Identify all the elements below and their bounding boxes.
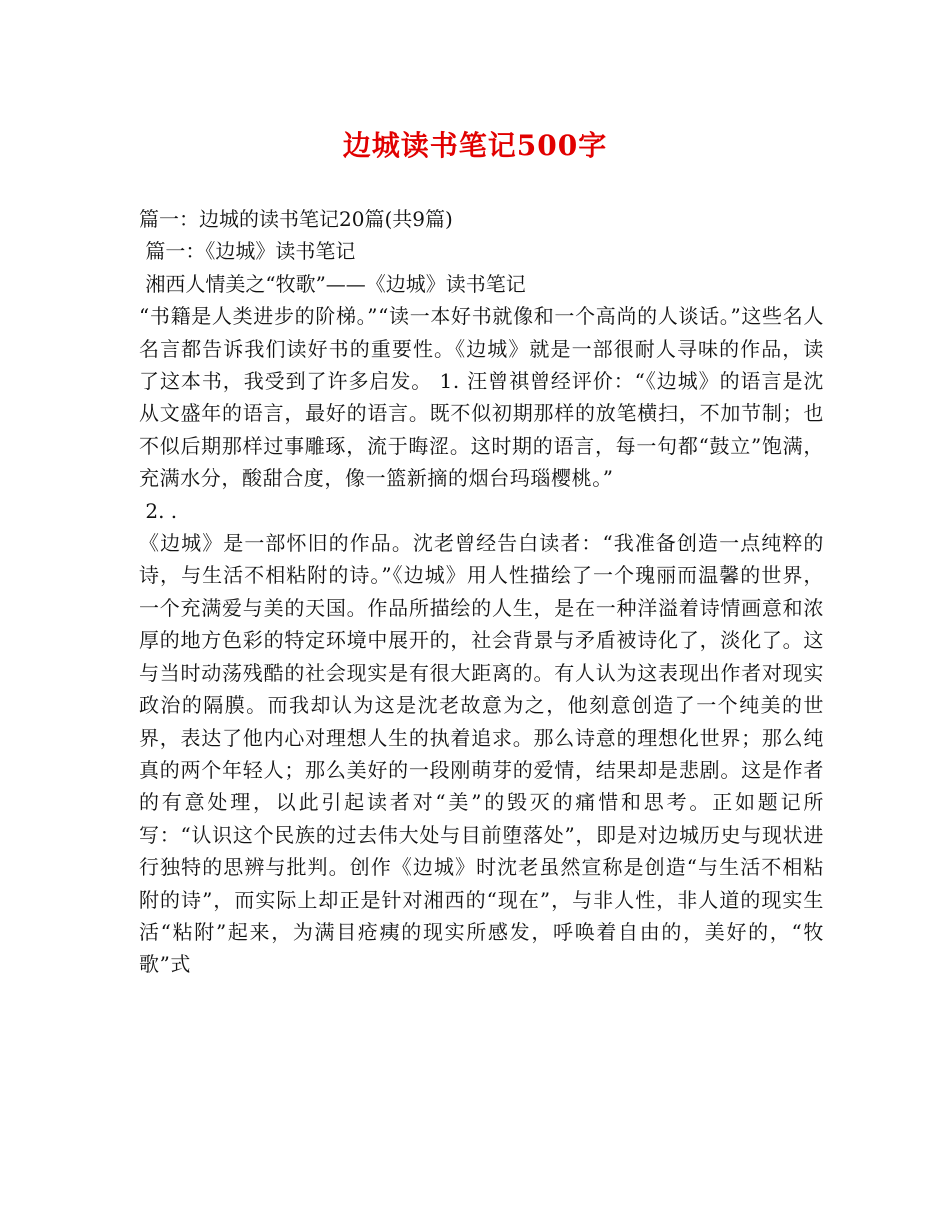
section-heading: 篇一：边城的读书笔记20篇(共9篇): [139, 207, 453, 231]
body-paragraph: “书籍是人类进步的阶梯。”“读一本好书就像和一个高尚的人谈话。”这些名人名言都告诉我们读好书的重要性。《边城》就是一部很耐人寻味的作品，读了这本书，我受到了许多启发。 1. 汪曾祺曾经评价：“《边城》的语言是沈从文盛年的语言，最好的语言。既不似初期那样的放笔横扫，不加节制；也不似后期那样过事雕琢，流于晦涩。这时期的语言，每一句都“鼓立”饱满，充满水分，酸甜合度，像一篮新摘的烟台玛瑙樱桃。”: [139, 304, 824, 491]
body-paragraph: 《边城》是一部怀旧的作品。沈老曾经告白读者：“我准备创造一点纯粹的诗，与生活不相粘附的诗。”《边城》用人性描绘了一个瑰丽而温馨的世界，一个充满爱与美的天国。作品所描绘的人生，是在一种洋溢着诗情画意和浓厚的地方色彩的特定环境中展开的，社会背景与矛盾被诗化了，淡化了。这与当时动荡残酷的社会现实是有很大距离的。有人认为这表现出作者对现实政治的隔膜。而我却认为这是沈老故意为之，他刻意创造了一个纯美的世界，表达了他内心对理想人生的执着追求。那么诗意的理想化世界；那么纯真的两个年轻人；那么美好的一段刚萌芽的爱情，结果却是悲剧。这是作者的有意处理，以此引起读者对“美”的毁灭的痛惜和思考。正如题记所写：“认识这个民族的过去伟大处与目前堕落处”，即是对边城历史与现状进行独特的思辨与批判。创作《边城》时沈老虽然宣称是创造“与生活不相粘附的诗”，而实际上却正是针对湘西的“现在”，与非人性，非人道的现实生活“粘附”起来，为满目疮痍的现实所感发，呼唤着自由的，美好的，“牧歌”式: [139, 531, 824, 977]
list-marker: 2. .: [139, 498, 178, 523]
article-heading: 湘西人情美之“牧歌”——《边城》读书笔记: [139, 271, 526, 296]
subsection-heading: 篇一：《边城》读书笔记: [139, 239, 356, 264]
document-title: 边城读书笔记500字: [342, 129, 608, 162]
document-body: [139, 203, 824, 981]
